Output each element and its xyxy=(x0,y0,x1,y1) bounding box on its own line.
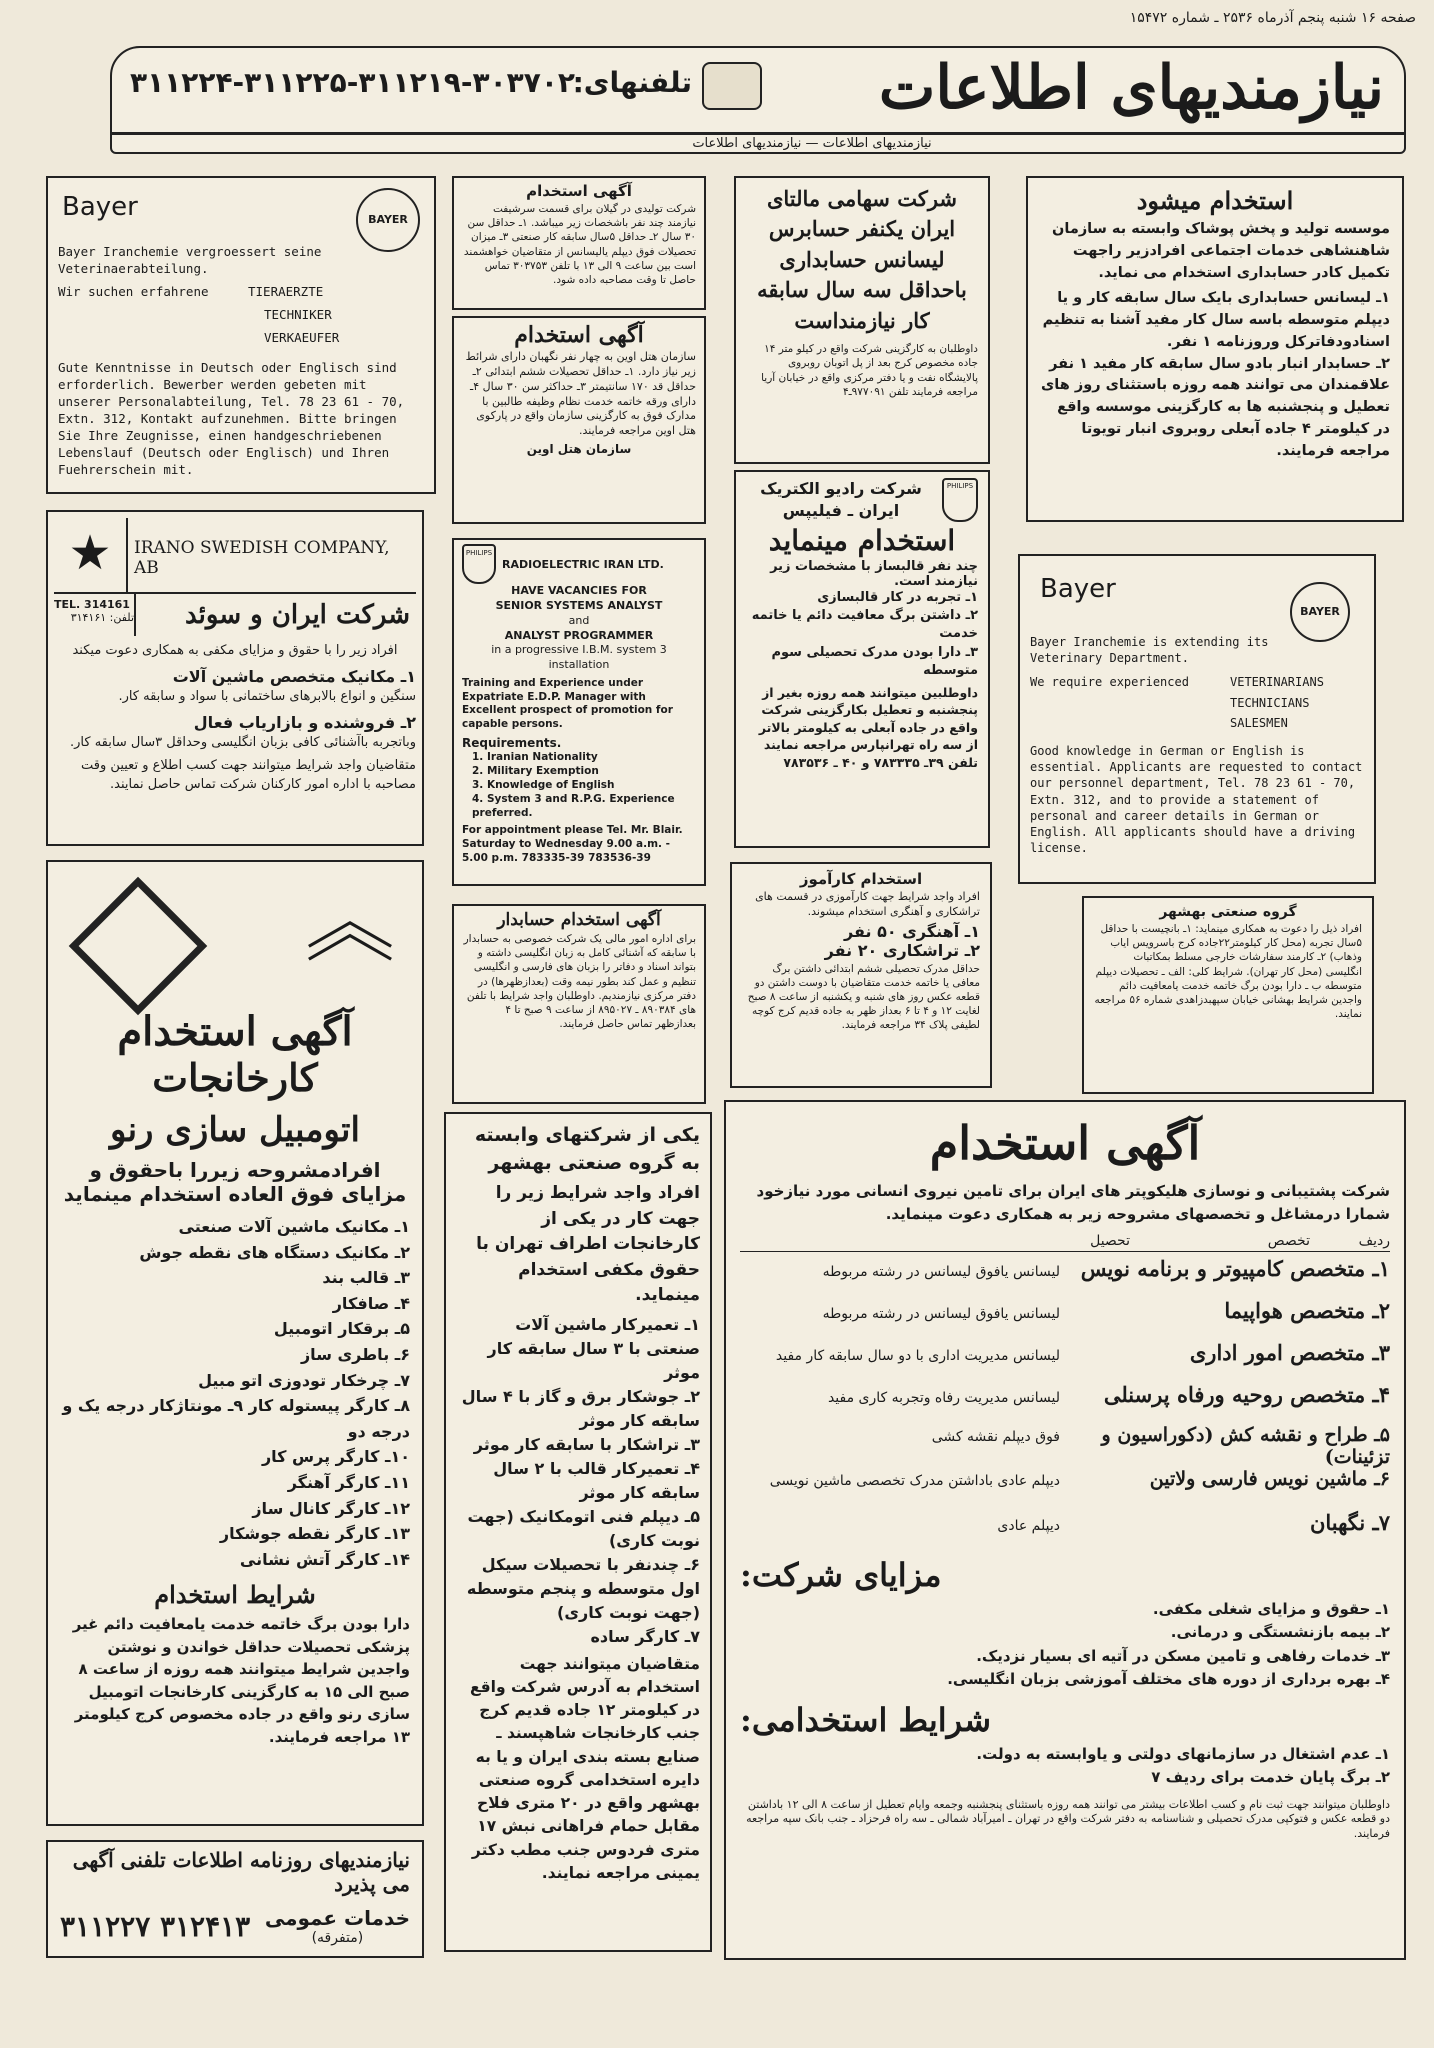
renault-subtitle: افرادمشروحه زیررا باحقوق و مزایای فوق العاده استخدام مینماید xyxy=(63,1158,407,1206)
irano-tel-fa: تلفن: ۳۱۴۱۶۱ xyxy=(70,611,134,624)
ad-helicopter xyxy=(724,1100,1406,1960)
col-header: تخصص xyxy=(1267,1233,1310,1249)
row-edu: لیسانس یافوق لیسانس در رشته مربوطه xyxy=(822,1306,1060,1322)
philips-line: and xyxy=(568,613,590,627)
ad-text: سازمان هتل اوین به چهار نفر نگهبان دارای شرائط زیر نیاز دارد. ۱ـ حداقل تحصیلات ششم ابتدائی ۲ـ حداقل قد ۱۷۰ سانتیمتر ۳ـ حداکثر سن ۳۰ سال ۴ـ دارای ورقه خاتمه خدمت نظام وظیفه طالبین با مدارک فوق به کارگزینی سازمان واقع در پارکوی هتل اوین مراجعه فرمایند. xyxy=(465,350,696,438)
ad-intro: چند نفر قالبساز با مشخصات زیر نیازمند است. xyxy=(770,559,978,589)
ad-title: استخدام کارآموز xyxy=(799,870,923,888)
ad-intro: افراد واجد شرایط جهت کارآموزی در قسمت های تراشکاری و آهنگری استخدام میشوند. xyxy=(755,890,980,918)
table-row xyxy=(740,1510,1390,1552)
table-row xyxy=(740,1424,1390,1468)
philips-req: 3. Knowledge of English xyxy=(472,778,615,791)
row-role: ۷ـ نگهبان xyxy=(1309,1510,1390,1535)
renault-logo-icon xyxy=(69,877,208,1016)
apprentice-item: ۲ـ تراشکاری ۲۰ نفر xyxy=(824,940,980,960)
row-role: ۵ـ طراح و نقشه کش (دکوراسیون و تزئینات) xyxy=(1101,1424,1390,1468)
irano-item: متقاضیان واجد شرایط میتوانند جهت کسب اطلاع و تعیین وقت مصاحبه با اداره امور کارکنان شرکت تماس حاصل نمایند. xyxy=(81,757,416,792)
ad-behshahr-group xyxy=(444,1112,712,1952)
bayer-de-role: VERKAEUFER xyxy=(264,329,340,345)
ad-outro: علاقمندان می توانند همه روزه باستثنای روز های تعطیل و پنجشنبه ها به کارگزینی موسسه واقع در کیلومتر ۴ جاده آبعلی روبروی انبار تویوتا مراجعه فرمایند. xyxy=(1041,377,1390,459)
philips-line: HAVE VACANCIES FOR xyxy=(511,584,647,597)
row-role: ۶ـ ماشین نویس فارسی ولاتین xyxy=(1149,1468,1390,1490)
ad-renault xyxy=(46,860,424,1826)
ad-outro: حداقل مدرک تحصیلی ششم ابتدائی داشتن برگ معافی یا خاتمه خدمت متقاضیان با دوست داشتن دو قطعه عکس روز های شنبه و یکشنبه از ساعت ۸ صبح لغایت ۱۲ و ۴ تا ۶ بعداز ظهر به جاده قدیم کرج کوچه لطیفی پلاک ۳۴ مراجعه فرمایند. xyxy=(747,962,980,1032)
ad-text: شرکت تولیدی در گیلان برای قسمت سرشیفت نیازمند چند نفر باشخصات زیر میباشد. ۱ـ حداقل سن ۳۰ سال ۲ـ حداقل ۵سال سابقه کار صنعتی ۳ـ میزان تحصیلات فوق دیپلم یالیسانس از متقاضیان خواهشمند است بین ساعت ۹ الی ۱۳ با تلفن ۳۰۳۷۵۳ تماس حاصل تا وقت مصاحبه داده شود. xyxy=(463,203,696,286)
masthead xyxy=(110,46,1406,154)
conditions-title: شرایط استخدامی: xyxy=(740,1701,992,1739)
behshahr-item: ۲ـ جوشکار برق و گاز با ۴ سال سابقه کار موثر xyxy=(461,1386,700,1430)
footer-sub: (متفرقه) xyxy=(311,1930,364,1946)
bayer-logo: Bayer xyxy=(62,192,138,222)
row-edu: لیسانس مدیریت اداری با دو سال سابقه کار مفید xyxy=(775,1348,1060,1364)
row-edu: لیسانس مدیریت رفاه وتجربه کاری مفید xyxy=(827,1390,1060,1406)
ad-headline: استخدام مینماید xyxy=(768,524,956,557)
row-role: ۲ـ متخصص هواپیما xyxy=(1224,1298,1390,1323)
irano-intro: افراد زیر را با حقوق و مزایای مکفی به همکاری دعوت میکند xyxy=(72,643,398,658)
ad-hotel-evin xyxy=(452,316,706,524)
ad-title: آگهی استخدام حسابدار xyxy=(497,910,661,930)
footer-line1: نیازمندیهای روزنامه اطلاعات تلفنی آگهی می پذیرد xyxy=(72,1848,410,1896)
bayer-en-role: SALESMEN xyxy=(1230,715,1288,730)
table-row xyxy=(740,1256,1390,1298)
condition-item: ۲ـ برگ پایان خدمت برای ردیف ۷ xyxy=(1151,1768,1390,1787)
ad-title: گروه صنعتی بهشهر xyxy=(1159,904,1297,920)
condition-item: ۱ـ عدم اشتغال در سازمانهای دولتی و یاوابسته به دولت. xyxy=(976,1745,1390,1763)
ad-text: داوطلبان به کارگزینی شرکت واقع در کیلو متر ۱۴ جاده مخصوص کرج بعد از پل اتوبان روبروی پالایشگاه نفت و یا دفتر مرکزی واقع در خیابان آریا مراجعه فرمایند تلفن ۹۷۷۰۹۱ـ۴ xyxy=(761,343,978,398)
footer-notice xyxy=(46,1840,424,1958)
clothing-item: ۱ـ لیسانس حسابداری بایک سال سابقه کار و یا دیپلم متوسطه باسه سال کار مفید آشنا به تنظیم اسنادودفاترکل وروزنامه ۱ نفر. xyxy=(1042,290,1390,350)
ad-intro: افراد واجد شرایط زیر را جهت کار در یکی از کارخانجات اطراف تهران با حقوق مکفی استخدام مینماید. xyxy=(476,1183,700,1306)
renault-title: آگهی استخدام xyxy=(117,1008,353,1055)
bayer-en-line1: Bayer Iranchemie is extending its xyxy=(1030,635,1269,649)
table-row xyxy=(740,1340,1390,1382)
philips-req: 2. Military Exemption xyxy=(472,764,599,777)
renault-title: اتومبیل سازی رنو xyxy=(110,1110,360,1150)
ad-clothing xyxy=(1026,176,1404,522)
behshahr-item: ۴ـ تعمیرکار قالب با ۲ سال سابقه کار موثر xyxy=(493,1458,700,1502)
ad-title: آگهی استخدام xyxy=(526,182,632,200)
renault-item: ۱۱ـ کارگر آهنگر xyxy=(287,1472,410,1492)
ad-bayer-english xyxy=(1018,554,1376,884)
apprentice-item: ۱ـ آهنگری ۵۰ نفر xyxy=(844,921,980,941)
ad-outro: متقاضیان میتوانند جهت استخدام به آدرس شرکت واقع در کیلومتر ۱۲ جاده قدیم کرج جنب کارخانجات شاهپسند ـ صنایع بسته بندی ایران و یا به دایره استخدامی گروه صنعتی بهشهر واقع در ۲۰ متری فلاح مقابل حمام فراهانی نبش ۱۷ متری فردوس جنب مطب دکتر یمینی مراجعه نمایند. xyxy=(469,1654,700,1882)
irano-name-en: IRANO SWEDISH COMPANY, AB xyxy=(134,538,390,578)
philips-company: RADIOELECTRIC IRAN LTD. xyxy=(502,557,664,571)
renault-item: ۱۳ـ کارگر نقطه جوشکار xyxy=(219,1524,410,1544)
behshahr-item: ۷ـ کارگر ساده xyxy=(590,1626,700,1646)
bayer-cross-icon: BAYER xyxy=(356,188,420,252)
renault-item: ۸ـ کارگر پیستوله کار ۹ـ مونتاژکار درجه یک و درجه دو xyxy=(62,1396,410,1441)
bayer-cross-icon: BAYER xyxy=(1290,582,1350,642)
renault-cond-text: دارا بودن برگ خاتمه خدمت یامعافیت دائم غیر پزشکی تحصیلات حداقل خواندن و نوشتن واجدین شرایط میتوانند همه روزه از ساعت ۸ صبح الی ۱۵ به کارگزینی کارخانجات اتومبیل سازی رنو واقع در جاده مخصوص کرج کیلومتر ۱۳ مراجعه فرمایند. xyxy=(72,1615,410,1746)
ad-title: یکی از شرکتهای وابسته به گروه صنعتی بهشهر xyxy=(474,1124,700,1174)
ad-philips-fa xyxy=(734,470,990,848)
row-edu: فوق دیپلم نقشه کشی xyxy=(931,1429,1060,1445)
bayer-de-seek: Wir suchen erfahrene xyxy=(58,283,209,299)
row-edu: لیسانس یافوق لیسانس در رشته مربوطه xyxy=(822,1264,1060,1280)
behshahr-item: ۶ـ چندنفر با تحصیلات سیکل اول متوسطه و پنجم متوسطه (جهت نوبت کاری) xyxy=(466,1554,700,1622)
phone-numbers: ۳۱۱۲۲۴-۳۱۱۲۲۵-۳۱۱۲۱۹-۳۰۳۷۰۲ xyxy=(130,66,576,99)
philips-fa-item: ۲ـ داشتن برگ معافیت دائم یا خاتمه خدمت xyxy=(751,608,978,642)
ad-irano-swedish xyxy=(46,510,424,846)
philips-brand: PHILIPS xyxy=(465,549,493,557)
row-role: ۱ـ متخصص کامپیوتر و برنامه نویس xyxy=(1080,1256,1390,1281)
ad-sign: سازمان هتل اوین xyxy=(526,442,632,457)
clothing-item: ۲ـ حسابدار انبار بادو سال سابقه کار مفید ۱ نفر xyxy=(1049,355,1390,372)
philips-appt: For appointment please Tel. Mr. Blair. Saturday to Wednesday 9.00 a.m. - 5.00 p.m. 783335-39 783536-39 xyxy=(462,824,683,864)
benefit-item: ۲ـ بیمه بازنشستگی و درمانی. xyxy=(1170,1623,1390,1642)
renault-item: ۱ـ مکانیک ماشین آلات صنعتی xyxy=(178,1217,410,1236)
ad-accountant xyxy=(452,904,706,1104)
ad-maltai xyxy=(734,176,990,464)
renault-item: ۱۰ـ کارگر پرس کار xyxy=(261,1447,410,1467)
philips-line: SENIOR SYSTEMS ANALYST xyxy=(495,598,663,612)
renault-item: ۴ـ صافکار xyxy=(332,1293,410,1313)
benefits-title: مزایای شرکت: xyxy=(740,1556,942,1594)
ad-outro: داوطلبین میتوانند همه روزه بغیر از پنجشنبه و تعطیل بکارگزینی شرکت واقع در جاده آبعلی به کیلومتر بالاتر از سه راه تهرانپارس مراجعه نمایند تلفن ۳۹ـ ۷۸۳۳۳۵ و ۴۰ ـ ۷۸۳۵۳۶ xyxy=(758,684,978,770)
ad-title: شرکت رادیو الکتریک ایران ـ فیلیپس xyxy=(760,479,922,520)
row-role: ۳ـ متخصص امور اداری xyxy=(1189,1340,1390,1365)
brand-emblem xyxy=(702,62,762,110)
bayer-de-role: TECHNIKER xyxy=(264,306,332,322)
ad-behshahr-industrial xyxy=(1082,896,1374,1094)
benefit-item: ۱ـ حقوق و مزایای شغلی مکفی. xyxy=(1152,1600,1390,1618)
ad-text: افراد ذیل را دعوت به همکاری مینماید: ۱ـ بانچیست با حداقل ۵سال تجربه (محل کار کیلومتر۲۲جاده کرج باسرویس ایاب وذهاب) ۲ـ کارمند سفارشات خارجی مسلط بمکاتبات انگلیسی (محل کار تهران). شرایط کلی: الف ـ تحصیلات دیپلم متوسطه ب ـ دارا بودن برگ خاتمه خدمت یامعافیت دائم واجدین شرایط بهشانی خیابان سپهبدزاهدی شماره ۵۶ مراجعه نمایند. xyxy=(1094,923,1362,1021)
renault-item: ۱۲ـ کارگر کانال ساز xyxy=(252,1498,410,1518)
footer-label: خدمات عمومی xyxy=(264,1906,410,1930)
philips-shield-icon xyxy=(462,544,496,584)
row-edu: دیپلم عادی xyxy=(997,1518,1060,1534)
renault-item: ۳ـ قالب بند xyxy=(322,1268,410,1288)
bayer-en-line2: Veterinary Department. xyxy=(1030,651,1189,666)
philips-desc: Training and Experience under Expatriate E.D.P. Manager with Excellent prospect of promotion for capable persons. xyxy=(462,677,673,730)
masthead-tagline: نیازمندیهای اطلاعات — نیازمندیهای اطلاعات xyxy=(692,136,932,151)
ad-intro: موسسه تولید و پخش پوشاک وابسته به سازمان شاهنشاهی خدمات اجتماعی افرادزیر راجهت تکمیل کادر حسابداری استخدام می نماید. xyxy=(1052,221,1390,281)
ad-text: برای اداره امور مالی یک شرکت خصوصی به حسابدار با سابقه که آشنائی کامل به زبان انگلیسی داشته و بتواند اسناد و دفاتر را بزبان های فارسی و انگلیسی تنظیم و عمل کند بطور نیمه وقت (بعدازظهرها) در دفتر مرکزی نیازمندیم. داوطلبان واجد شرایط با تلفن های ۸۹۰۳۸۴ ـ ۸۹۵۰۲۷ از ساعت ۹ صبح تا ۴ بعدازظهر تماس حاصل فرمایند. xyxy=(463,933,696,1031)
bayer-de-body: Gute Kenntnisse in Deutsch oder Englisch sind erforderlich. Bewerber werden gebeten mit unserer Personalabteilung, Tel. 78 23 61 - 70, Extn. 312, Kontakt aufzunehmen. Bitte bringen Sie Ihre Zeugnisse, einen handgeschriebenen Lebenslauf (Deutsch oder Englisch) und Ihren Fuehrerschein mit. xyxy=(58,360,405,477)
table-row xyxy=(740,1298,1390,1340)
philips-req: 4. System 3 and R.P.G. Experience preferred. xyxy=(472,793,675,820)
philips-shield-icon xyxy=(942,478,978,522)
bayer-en-body: Good knowledge in German or English is essential. Applicants are requested to contact our personnel department, Tel. 78 23 61 - 70, Extn. 312, and to provide a statement of personal and career details in German or English. All applicants should have a driving license. xyxy=(1030,743,1363,856)
bayer-logo: Bayer xyxy=(1040,574,1116,604)
footer-phones: ۳۱۱۲۲۷ ۳۱۲۴۱۳ xyxy=(60,1909,251,1943)
page-info: صفحه ۱۶ شنبه پنجم آذرماه ۲۵۳۶ ـ شماره ۱۵۴۷۲ xyxy=(1129,10,1416,26)
irano-name-fa: شرکت ایران و سوئد xyxy=(185,600,410,630)
table-row xyxy=(740,1468,1390,1510)
bayer-de-line1: Bayer Iranchemie vergroessert seine xyxy=(58,244,322,259)
bayer-en-role: VETERINARIANS xyxy=(1230,675,1324,690)
irano-item: ۱ـ مکانیک متخصص ماشین آلات xyxy=(172,666,416,686)
ad-bayer-german xyxy=(46,176,436,494)
bayer-en-seek: We require experienced xyxy=(1030,675,1189,690)
philips-brand: PHILIPS xyxy=(946,482,974,490)
ad-intro: شرکت پشتیبانی و نوسازی هلیکوپتر های ایران برای تامین نیروی انسانی مورد نیازخود شمارا درمشاغل و تخصصهای مشروحه زیر به همکاری دعوت مینماید. xyxy=(756,1182,1390,1223)
renault-title: کارخانجات xyxy=(152,1055,318,1100)
star-icon: ★ xyxy=(54,518,128,592)
philips-line: in a progressive I.B.M. system 3 installation xyxy=(491,643,667,672)
irano-tel-en: TEL. 314161 xyxy=(54,598,130,611)
ad-gilan-shift xyxy=(452,176,706,310)
ad-title: شرکت سهامی مالتای ایران یکنفر حسابرس لیسانس حسابداری باحداقل سه سال سابقه کار نیازمنداست xyxy=(757,186,967,333)
philips-line: ANALYST PROGRAMMER xyxy=(504,628,654,642)
masthead-rule xyxy=(112,132,1404,135)
bayer-de-role: TIERAERZTE xyxy=(248,283,324,299)
behshahr-item: ۳ـ تراشکار با سابقه کار موثر xyxy=(473,1434,700,1454)
ad-philips-en xyxy=(452,538,706,886)
behshahr-item: ۱ـ تعمیرکار ماشین آلات صنعتی با ۳ سال سابقه کار موثر xyxy=(487,1314,700,1382)
row-edu: دیپلم عادی باداشتن مدرک تخصصی ماشین نویسی xyxy=(769,1473,1060,1489)
ad-title: استخدام میشود xyxy=(1136,186,1294,215)
irano-item: وباتجربه باآشنائی کافی بزبان انگلیسی وحداقل ۳سال سابقه کار. xyxy=(70,735,416,751)
renault-item: ۷ـ چرخکار تودوزی اتو مبیل xyxy=(198,1370,410,1390)
ad-apprentice xyxy=(730,862,992,1088)
philips-fa-item: ۱ـ تجربه در کار قالبسازی xyxy=(817,590,978,605)
renault-cond-title: شرایط استخدام xyxy=(154,1580,316,1610)
col-header: ردیف xyxy=(1358,1233,1390,1249)
behshahr-item: ۵ـ دیپلم فنی اتومکانیک (جهت نوبت کاری) xyxy=(467,1506,700,1550)
citroen-chevron-icon: ︽ xyxy=(305,870,395,975)
philips-req: 1. Iranian Nationality xyxy=(472,750,598,763)
bayer-en-role: TECHNICIANS xyxy=(1230,695,1310,710)
row-role: ۴ـ متخصص روحیه ورفاه پرسنلی xyxy=(1103,1382,1390,1407)
philips-req-title: Requirements. xyxy=(462,735,562,750)
phone-label: تلفنهای: xyxy=(572,66,692,99)
ad-title: آگهی استخدام xyxy=(514,322,644,348)
renault-item: ۲ـ مکانیک دستگاه های نقطه جوش xyxy=(139,1242,410,1262)
benefit-item: ۳ـ خدمات رفاهی و تامین مسکن در آتیه ای بسیار نزدیک. xyxy=(976,1646,1390,1665)
bayer-de-line2: Veterinaerabteilung. xyxy=(58,260,209,276)
brand-title: نیازمندیهای اطلاعات xyxy=(878,53,1384,123)
table-row xyxy=(740,1382,1390,1424)
ad-footer: داوطلبان میتوانند جهت ثبت نام و کسب اطلاعات بیشتر می توانند همه روزه باستثنای پنجشنبه وجمعه وایام تعطیل از ساعت ۸ الی ۱۲ باداشتن دو قطعه عکس و فتوکپی مدرک تحصیلی و شناسنامه به دفتر شرکت واقع در تهران ـ امیرآباد شمالی ـ سه راه فرحزاد ـ جنب بانک سپه مراجعه فرمایند. xyxy=(746,1797,1390,1841)
renault-item: ۵ـ برقکار اتومبیل xyxy=(273,1319,410,1339)
renault-item: ۱۴ـ کارگر آتش نشانی xyxy=(239,1549,410,1569)
philips-fa-item: ۳ـ دارا بودن مدرک تحصیلی سوم متوسطه xyxy=(771,644,978,678)
ad-title: آگهی استخدام xyxy=(929,1116,1201,1170)
irano-item: ۲ـ فروشنده و بازاریاب فعال xyxy=(193,712,416,732)
col-header: تحصیل xyxy=(1090,1233,1130,1249)
irano-item: سنگین و انواع بالابرهای ساختمانی با سواد و سابقه کار. xyxy=(118,689,416,705)
renault-item: ۶ـ باطری ساز xyxy=(300,1344,410,1364)
benefit-item: ۴ـ بهره برداری از دوره های مختلف آموزشی بزبان انگلیسی. xyxy=(947,1669,1390,1688)
